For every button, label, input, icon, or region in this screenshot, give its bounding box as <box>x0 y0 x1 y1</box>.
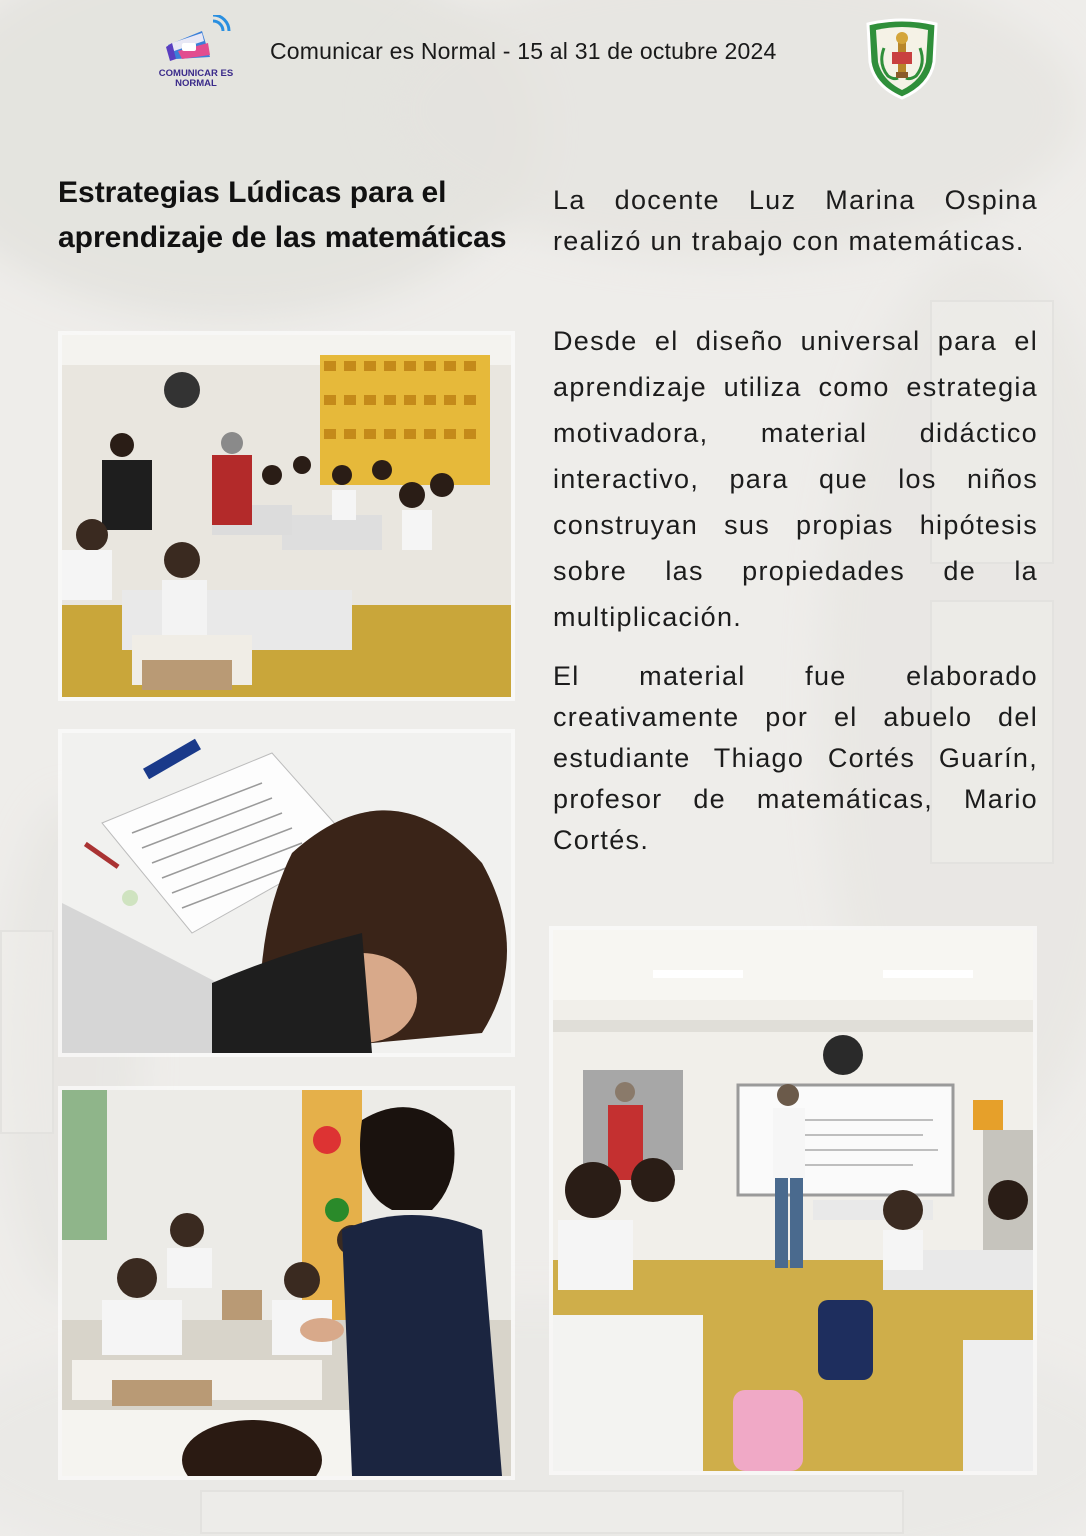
photo-student-worksheet <box>62 733 511 1053</box>
photo-professor-classroom <box>553 930 1033 1471</box>
school-shield-icon <box>864 18 940 100</box>
photo-classroom-students <box>62 335 511 697</box>
megaphone-icon <box>158 15 242 71</box>
paragraph-strategy: Desde el diseño universal para el aprendizaje utiliza como estrategia motivadora, material didáctico interactivo, para que los niños construyan sus propias hipótesis sobre las propiedades de la multiplicación. <box>553 326 1038 632</box>
comunicar-logo <box>158 15 242 95</box>
photo-teacher-helping <box>62 1090 511 1476</box>
logo-caption: COMUNICAR ES NORMAL <box>158 68 234 89</box>
paragraph-intro: La docente Luz Marina Ospina realizó un trabajo con matemáticas. <box>553 185 1038 256</box>
article-headline: Estrategias Lúdicas para el aprendizaje de las matemáticas <box>58 176 507 254</box>
page-header-title: Comunicar es Normal - 15 al 31 de octubre 2024 <box>270 38 777 64</box>
paragraph-material: El material fue elaborado creativamente por el abuelo del estudiante Thiago Cortés Guarín, profesor de matemáticas, Mario Cortés. <box>553 661 1038 855</box>
